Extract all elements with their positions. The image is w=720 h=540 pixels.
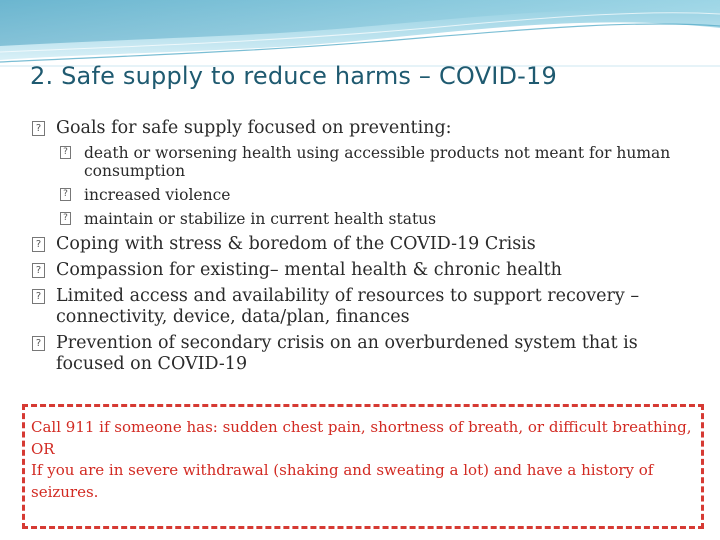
box-bullet-icon: ?: [60, 146, 71, 159]
sub-bullet-text: maintain or stabilize in current health status: [84, 210, 437, 228]
box-bullet-icon: ?: [60, 212, 71, 225]
warning-line-withdrawal: If you are in severe withdrawal (shaking and sweating a lot) and have a history of seizures.: [31, 461, 654, 501]
bullet-text: Limited access and availability of resources to support recovery – connectivity, device, data/plan, finances: [56, 286, 640, 327]
bullet-coping: [32, 234, 692, 255]
slide-title: 2. Safe supply to reduce harms – COVID-19: [30, 62, 557, 90]
bullet-text: Coping with stress & boredom of the COVID-19 Crisis: [56, 234, 536, 254]
sub-bullet-item: [60, 210, 692, 228]
sub-bullet-item: [60, 144, 692, 180]
header-banner: [0, 0, 720, 70]
sub-bullet-text: death or worsening health using accessible products not meant for human consumption: [84, 144, 671, 180]
box-bullet-icon: ?: [32, 263, 45, 278]
bullet-text: Compassion for existing– mental health & chronic health: [56, 260, 562, 280]
warning-line-call-911: Call 911 if someone has: sudden chest pain, shortness of breath, or difficult breathing,: [31, 418, 692, 436]
sub-bullet-list: [32, 144, 692, 228]
bullet-prevention: [32, 333, 692, 375]
box-bullet-icon: ?: [32, 289, 45, 304]
sub-bullet-text: increased violence: [84, 186, 231, 204]
box-bullet-icon: ?: [32, 336, 45, 351]
emergency-warning-box: [22, 404, 704, 529]
bullet-text: Prevention of secondary crisis on an overburdened system that is focused on COVID-19: [56, 333, 638, 374]
warning-line-or: OR: [31, 439, 55, 458]
sub-bullet-item: [60, 186, 692, 204]
bullet-compassion: [32, 260, 692, 281]
bullet-list: [32, 118, 692, 380]
bullet-goals: [32, 118, 692, 139]
bullet-text: Goals for safe supply focused on preventing:: [56, 118, 452, 138]
bullet-limited-access: [32, 286, 692, 328]
box-bullet-icon: ?: [32, 121, 45, 136]
box-bullet-icon: ?: [60, 188, 71, 201]
box-bullet-icon: ?: [32, 237, 45, 252]
